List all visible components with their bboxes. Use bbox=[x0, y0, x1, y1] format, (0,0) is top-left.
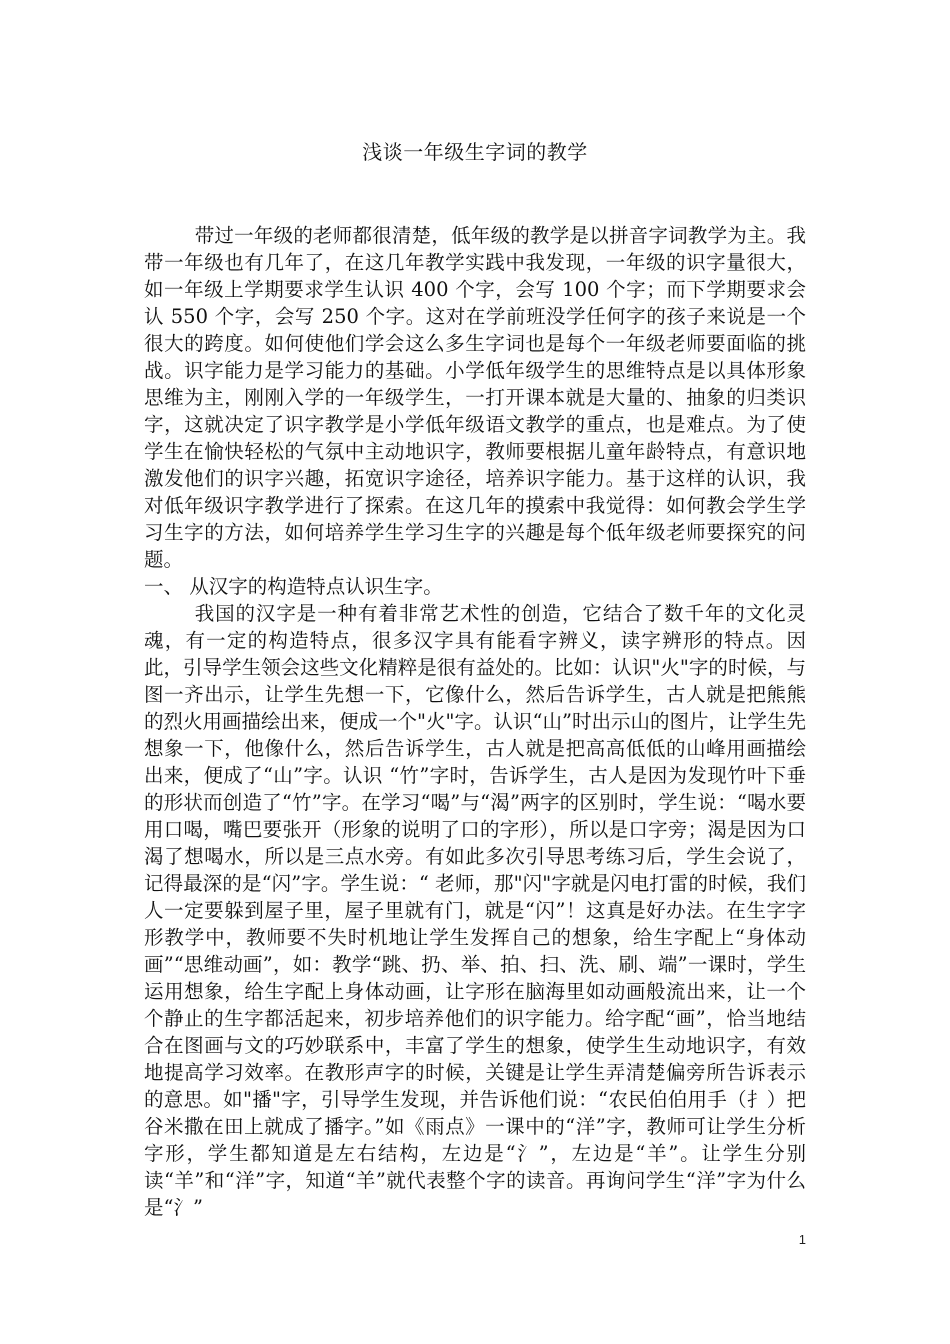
intro-paragraph: 带过一年级的老师都很清楚，低年级的教学是以拼音字词教学为主。我带一年级也有几年了，在这几年教学实践中我发现，一年级的识字量很大，如一年级上学期要求学生认识 400 个字，会写 100 个字；而下学期要求会认 550 个字，会写 250 个字。这对在学前班没学任何字的孩子来说是一个很大的跨度。如何使他们学会这么多生字词也是每个一年级老师要面临的挑战。识字能力是学习能力的基础。小学低年级学生的思维特点是以具体形象思维为主，刚刚入学的一年级学生，一打开课本就是大量的、抽象的归类识字，这就决定了识字教学是小学低年级语文教学的重点，也是难点。为了使学生在愉快轻松的气氛中主动地识字，教师要根据儿童年龄特点，有意识地激发他们的识字兴趣，拓宽识字途径，培养识字能力。基于这样的认识，我对低年级识字教学进行了探索。在这几年的摸索中我觉得：如何教会学生学习生字的方法，如何培养学生学习生字的兴趣是每个低年级老师要探究的问题。 bbox=[144, 224, 806, 571]
section-paragraph: 我国的汉字是一种有着非常艺术性的创造，它结合了数千年的文化灵魂，有一定的构造特点，很多汉字具有能看字辨义，读字辨形的特点。因此，引导学生领会这些文化精粹是很有益处的。比如：认识"火"字的时候，与图一齐出示，让学生先想一下，它像什么，然后告诉学生，古人就是把熊熊的烈火用画描绘出来，便成一个"火"字。认识“山”时出示山的图片，让学生先想象一下，他像什么，然后告诉学生，古人就是把高高低低的山峰用画描绘出来，便成了“山”字。认识 “竹”字时，告诉学生，古人是因为发现竹叶下垂的形状而创造了“竹”字。在学习“喝”与“渴”两字的区别时，学生说：“喝水要用口喝，嘴巴要张开（形象的说明了口的字形），所以是口字旁；渴是因为口渴了想喝水，所以是三点水旁。有如此多次引导思考练习后，学生会说了，记得最深的是“闪”字。学生说：“ 老师，那"闪"字就是闪电打雷的时候，我们人一定要躲到屋子里，屋子里就有门，就是“闪”！这真是好办法。在生字字形教学中，教师要不失时机地让学生发挥自己的想象，给生字配上“身体动画”“思维动画”，如：教学“跳、扔、举、拍、扫、洗、刷、端”一课时，学生运用想象，给生字配上身体动画，让字形在脑海里如动画般流出来，让一个个静止的生字都活起来，初步培养他们的识字能力。给字配“画”，恰当地结合在图画与文的巧妙联系中，丰富了学生的想象，使学生生动地识字，有效地提高学习效率。在教形声字的时候，关键是让学生弄清楚偏旁所告诉表示的意思。如"播"字，引导学生发现，并告诉他们说：“农民伯伯用手（扌）把谷米撒在田上就成了播字。”如《雨点》一课中的“洋”字，教师可让学生分析字形，学生都知道是左右结构，左边是“氵”，左边是“羊”。让学生分别读“羊”和“洋”字，知道“羊”就代表整个字的读音。再询问学生“洋”字为什么是“氵” bbox=[144, 602, 806, 1219]
section-heading: 一、 从汉字的构造特点认识生字。 bbox=[144, 575, 443, 598]
document-title: 浅谈一年级生字词的教学 bbox=[362, 140, 588, 164]
document-body bbox=[144, 222, 806, 1221]
page-number: 1 bbox=[798, 1232, 806, 1247]
